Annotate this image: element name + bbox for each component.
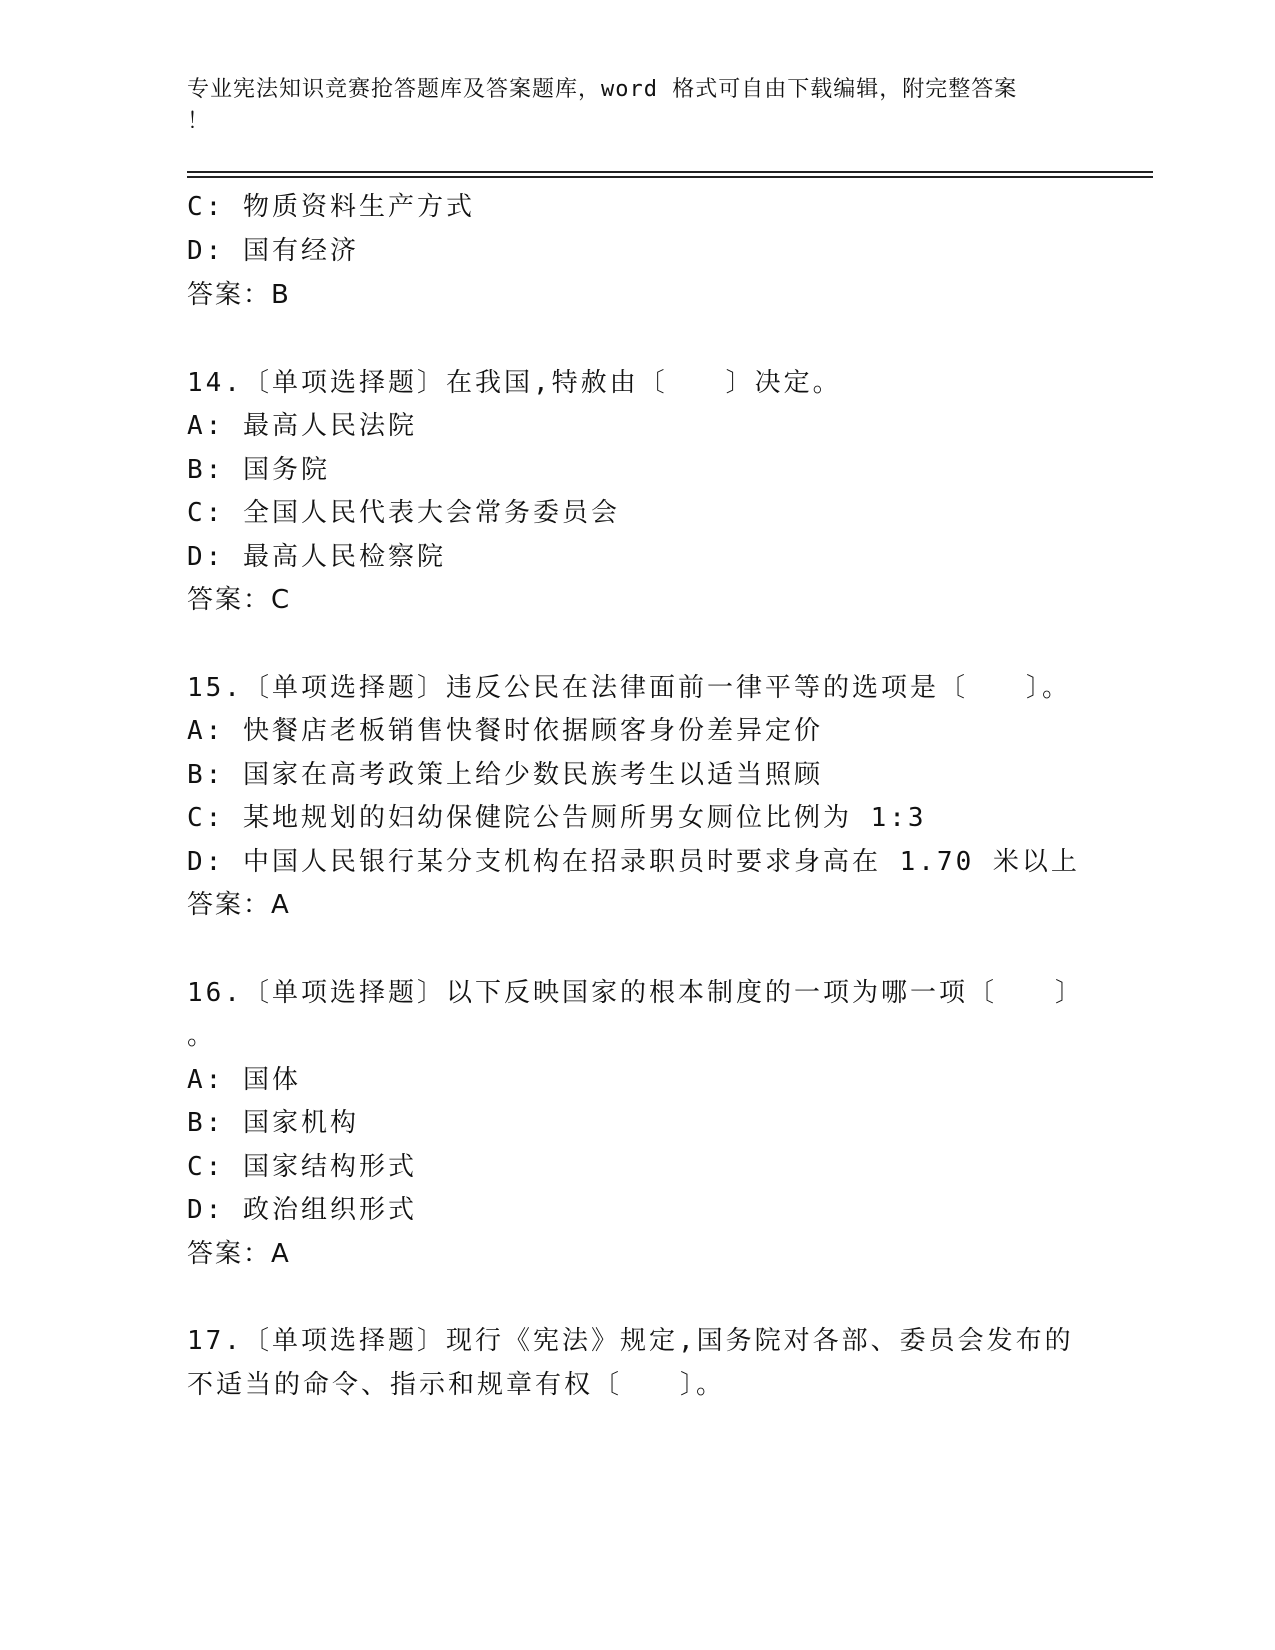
header-title: 专业宪法知识竞赛抢答题库及答案题库，word 格式可自由下载编辑，附完整答案 xyxy=(187,77,1018,102)
option-c: C: 某地规划的妇幼保健院公告厕所男女厕位比例为 1:3 xyxy=(187,803,927,833)
answer-line: 答案：C xyxy=(187,585,292,615)
option-b: B: 国家机构 xyxy=(187,1108,359,1138)
option-d: D: 中国人民银行某分支机构在招录职员时要求身高在 1.70 米以上 xyxy=(187,847,1080,877)
question-16-stem-continued: 。 xyxy=(187,1021,217,1051)
question-14-stem: 14.〔单项选择题〕在我国,特赦由〔 〕决定。 xyxy=(187,368,842,398)
option-c: C: 国家结构形式 xyxy=(187,1152,417,1182)
option-d: D: 最高人民检察院 xyxy=(187,542,446,572)
header-rule-bottom xyxy=(187,176,1153,178)
question-15-stem: 15.〔单项选择题〕违反公民在法律面前一律平等的选项是〔 〕。 xyxy=(187,673,1071,703)
option-b: B: 国家在高考政策上给少数民族考生以适当照顾 xyxy=(187,760,823,790)
answer-line: 答案：A xyxy=(187,1239,291,1269)
option-a: A: 最高人民法院 xyxy=(187,411,417,441)
option-d: D: 政治组织形式 xyxy=(187,1195,417,1225)
header-title-continued: ！ xyxy=(187,109,211,134)
option-d: D: 国有经济 xyxy=(187,236,359,266)
answer-line: 答案：B xyxy=(187,280,291,310)
option-c: C: 物质资料生产方式 xyxy=(187,192,475,222)
option-c: C: 全国人民代表大会常务委员会 xyxy=(187,498,620,528)
option-b: B: 国务院 xyxy=(187,455,330,485)
answer-line: 答案：A xyxy=(187,890,291,920)
header-rule-top xyxy=(187,171,1153,173)
question-17-stem-continued: 不适当的命令、指示和规章有权〔 〕。 xyxy=(187,1370,726,1400)
option-a: A: 快餐店老板销售快餐时依据顾客身份差异定价 xyxy=(187,716,823,746)
question-16-stem: 16.〔单项选择题〕以下反映国家的根本制度的一项为哪一项〔 〕 xyxy=(187,978,1084,1008)
option-a: A: 国体 xyxy=(187,1065,301,1095)
question-17-stem: 17.〔单项选择题〕现行《宪法》规定,国务院对各部、委员会发布的 xyxy=(187,1326,1074,1356)
